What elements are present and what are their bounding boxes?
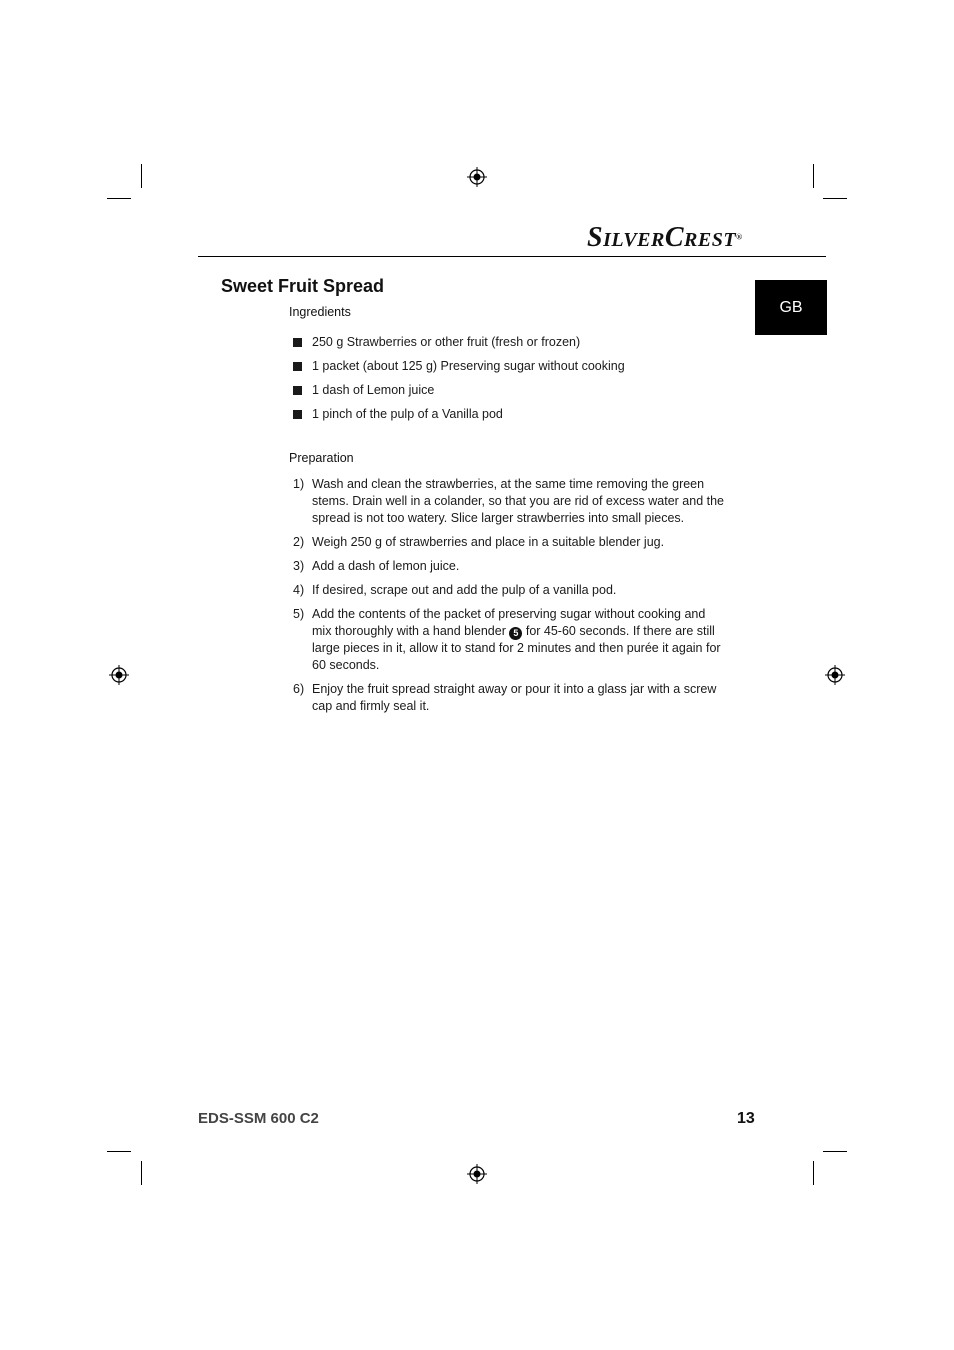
list-item: 1 packet (about 125 g) Preserving sugar without cooking (293, 354, 733, 378)
logo-text: ILVER (603, 229, 665, 251)
bullet-square-icon (293, 338, 302, 347)
crop-mark (823, 198, 847, 199)
silvercrest-logo (587, 222, 743, 254)
preparation-heading: Preparation (289, 451, 354, 465)
crop-mark (813, 1161, 814, 1185)
list-item: 5) Add the contents of the packet of preserving sugar without cooking and mix thoroughly with a hand blender 5 for 45-60 seconds. If there are still large pieces in it, allow it to stand for 2 minutes and then purée it again for 60 seconds. (293, 607, 721, 672)
registration-mark-icon (109, 665, 129, 685)
preparation-steps (293, 476, 725, 722)
registration-mark-icon (467, 167, 487, 187)
crop-mark (823, 1151, 847, 1152)
crop-mark (107, 198, 131, 199)
list-item: 6) Enjoy the fruit spread straight away or pour it into a glass jar with a screw cap and firmly seal it. (293, 682, 717, 713)
logo-text: REST (684, 229, 737, 251)
crop-mark (107, 1151, 131, 1152)
list-item: 3) Add a dash of lemon juice. (293, 559, 460, 573)
list-item: 1 dash of Lemon juice (293, 378, 733, 402)
list-item: 4) If desired, scrape out and add the pulp of a vanilla pod. (293, 583, 617, 597)
part-number-badge: 5 (509, 627, 522, 640)
bullet-square-icon (293, 386, 302, 395)
page-number: 13 (737, 1110, 755, 1127)
registered-mark: ® (736, 232, 743, 242)
ingredients-heading: Ingredients (289, 305, 351, 319)
model-number: EDS-SSM 600 C2 (198, 1110, 319, 1127)
crop-mark (141, 1161, 142, 1185)
logo-letter: S (587, 222, 604, 253)
bullet-square-icon (293, 410, 302, 419)
language-tab-label: GB (779, 298, 803, 316)
header-rule (198, 256, 826, 257)
registration-mark-icon (467, 1164, 487, 1184)
list-item: 1 pinch of the pulp of a Vanilla pod (293, 402, 733, 426)
list-item: 250 g Strawberries or other fruit (fresh or frozen) (293, 330, 733, 354)
crop-mark (141, 164, 142, 188)
registration-mark-icon (825, 665, 845, 685)
language-tab (755, 280, 827, 335)
crop-mark (813, 164, 814, 188)
page-title: Sweet Fruit Spread (221, 276, 385, 296)
bullet-square-icon (293, 362, 302, 371)
list-item: 1) Wash and clean the strawberries, at the same time removing the green stems. Drain well in a colander, so that you are rid of excess water and the spread is not too watery. Slice larger strawberries into small pieces. (293, 477, 725, 525)
list-item: 2) Weigh 250 g of strawberries and place in a suitable blender jug. (293, 535, 665, 549)
logo-letter: C (664, 222, 685, 253)
ingredients-list (293, 330, 733, 426)
